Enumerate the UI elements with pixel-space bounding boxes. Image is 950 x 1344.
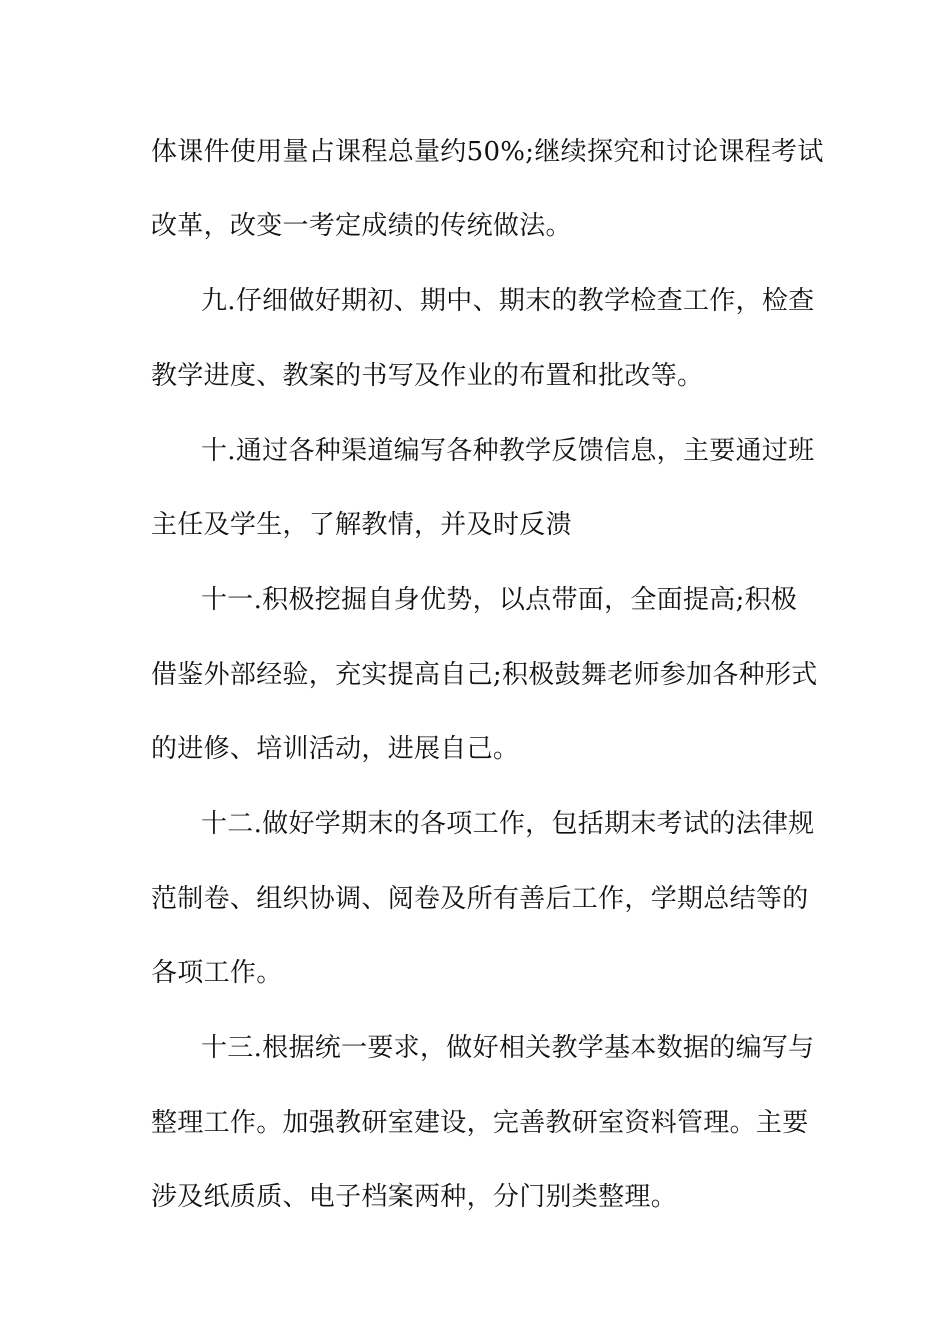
paragraph-9-line-2: 教学进度、教案的书写及作业的布置和批改等。 [151,361,704,391]
paragraph-10-line-2: 主任及学生，了解教情，并及时反溃 [151,510,572,540]
paragraph-13-line-1: 十三.根据统一要求，做好相关教学基本数据的编写与 [201,1033,815,1063]
paragraph-11-line-1: 十一.积极挖掘自身优势，以点带面，全面提高;积极 [201,585,798,615]
paragraph-12-line-2: 范制卷、组织协调、阅卷及所有善后工作，学期总结等的 [151,884,809,914]
paragraph-8-line-1: 体课件使用量占课程总量约50%;继续探究和讨论课程考试 [151,137,824,167]
paragraph-8-line-2: 改革，改变一考定成绩的传统做法。 [151,211,572,241]
paragraph-12-line-3: 各项工作。 [151,958,283,988]
paragraph-9-line-1: 九.仔细做好期初、期中、期末的教学检查工作，检查 [201,286,815,316]
paragraph-11-line-3: 的进修、培训活动，进展自己。 [151,734,520,764]
paragraph-13-line-2: 整理工作。加强教研室建设，完善教研室资料管理。主要 [151,1108,809,1138]
paragraph-12-line-1: 十二.做好学期末的各项工作，包括期末考试的法律规 [201,809,815,839]
paragraph-10-line-1: 十.通过各种渠道编写各种教学反馈信息，主要通过班 [201,436,815,466]
paragraph-11-line-2: 借鉴外部经验，充实提高自己;积极鼓舞老师参加各种形式 [151,660,818,690]
paragraph-13-line-3: 涉及纸质质、电子档案两种，分门别类整理。 [151,1182,678,1212]
